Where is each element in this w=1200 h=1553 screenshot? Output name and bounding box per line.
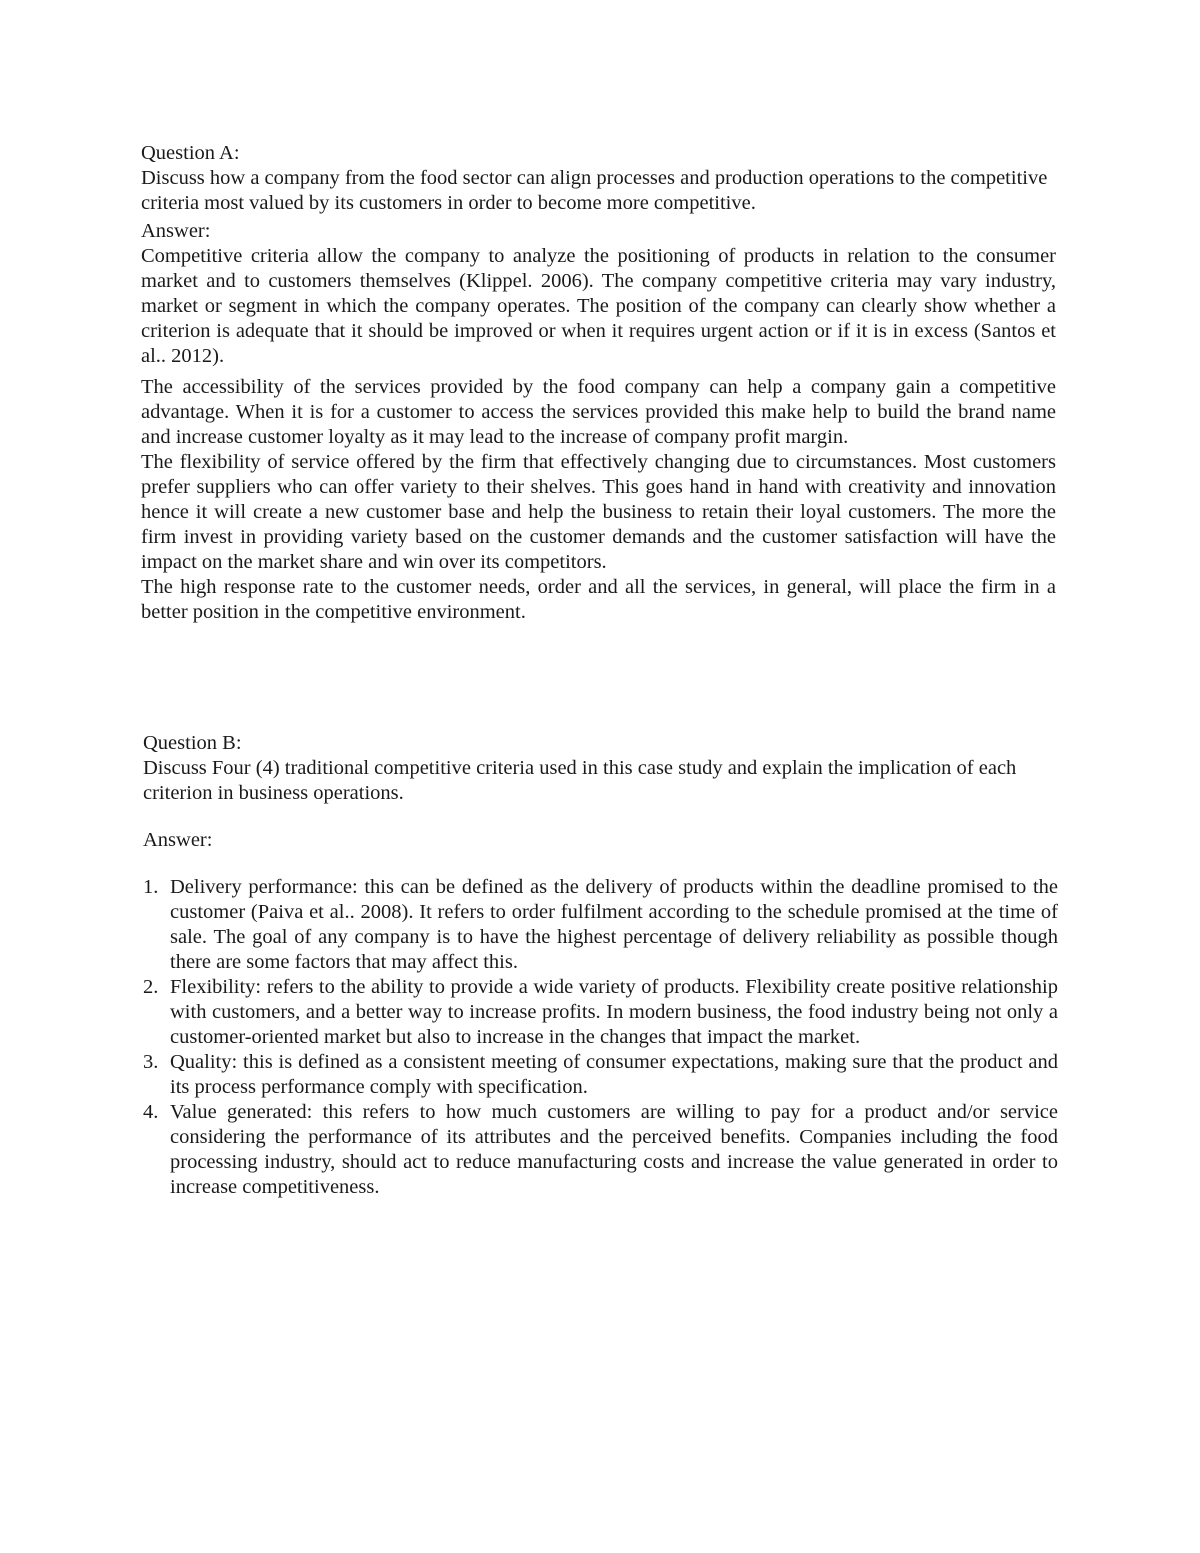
list-item-text: Quality: this is defined as a consistent meeting of consumer expectations, making sure that the product and its process performance comply with specification. [170,1051,1058,1098]
question-b-label: Question B: [143,732,242,754]
list-item [143,975,1058,1050]
list-item-text: Flexibility: refers to the ability to provide a wide variety of products. Flexibility create positive relationship with customers, and a better way to increase profits. In modern business, the food industry being not only a customer-oriented market but also to increase in the changes that impact the market. [170,976,1058,1048]
question-a-section [141,141,1056,625]
question-b-text: Discuss Four (4) traditional competitive criteria used in this case study and explain the implication of each criterion in business operations. [143,757,1017,804]
question-a-answer-label: Answer: [141,220,211,242]
list-item-number: 2. [143,976,159,998]
list-item [143,875,1058,975]
question-b-answer-label: Answer: [143,829,213,851]
list-item-number: 4. [143,1101,159,1123]
answer-a-paragraph: The high response rate to the customer needs, order and all the services, in general, will place the firm in a better position in the competitive environment. [141,576,1056,623]
list-item [143,1100,1058,1200]
question-a-label: Question A: [141,142,240,164]
answer-a-paragraph: The accessibility of the services provided by the food company can help a company gain a competitive advantage. When it is for a customer to access the services provided this make help to build the brand name and increase customer loyalty as it may lead to the increase of company profit margin. [141,376,1056,448]
list-item-text: Value generated: this refers to how much customers are willing to pay for a product and/or service considering the performance of its attributes and the perceived benefits. Companies including the food processing industry, should act to reduce manufacturing costs and increase the value generated in order to increase competitiveness. [170,1101,1058,1198]
list-item [143,1050,1058,1100]
answer-a-paragraph: The flexibility of service offered by the firm that effectively changing due to circumstances. Most customers prefer suppliers who can offer variety to their shelves. This goes hand in hand with creativity and innovation hence it will create a new customer base and help the business to retain their loyal customers. The more the firm invest in providing variety based on the customer demands and the customer satisfaction will have the impact on the market share and win over its competitors. [141,451,1056,573]
criteria-list [143,875,1058,1200]
question-b-section [143,731,1058,1200]
list-item-text: Delivery performance: this can be defined as the delivery of products within the deadline promised to the customer (Paiva et al.. 2008). It refers to order fulfilment according to the schedule promised at the time of sale. The goal of any company is to have the highest percentage of delivery reliability as possible though there are some factors that may affect this. [170,876,1058,973]
list-item-number: 1. [143,876,159,898]
question-a-text: Discuss how a company from the food sector can align processes and production operations to the competitive criteria most valued by its customers in order to become more competitive. [141,167,1048,214]
answer-a-paragraph: Competitive criteria allow the company to analyze the positioning of products in relation to the consumer market and to customers themselves (Klippel. 2006). The company competitive criteria may vary industry, market or segment in which the company operates. The position of the company can clearly show whether a criterion is adequate that it should be improved or when it requires urgent action or if it is in excess (Santos et al.. 2012). [141,245,1056,367]
list-item-number: 3. [143,1051,159,1073]
